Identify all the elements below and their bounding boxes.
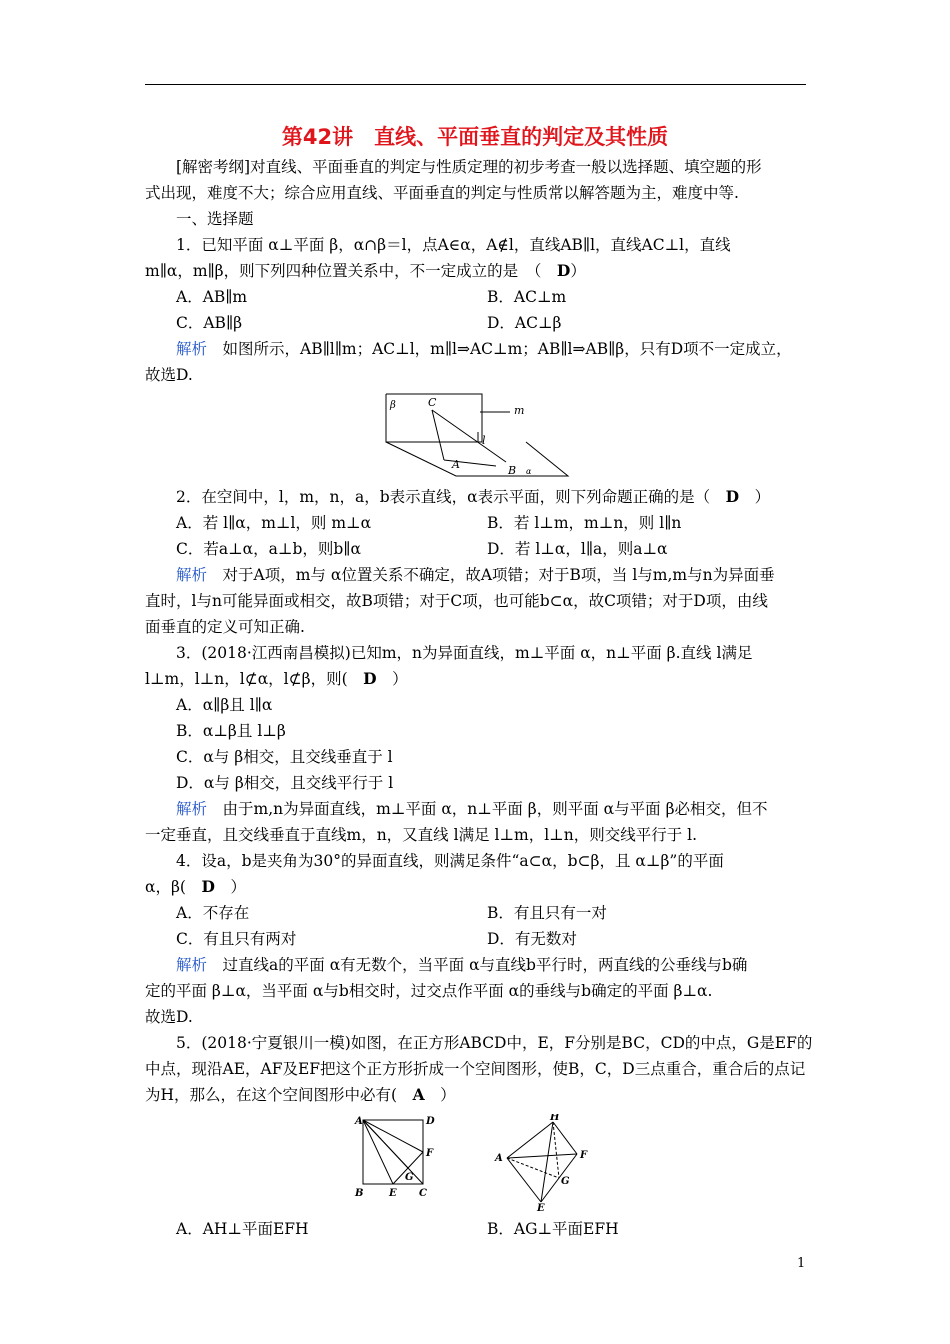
q2-answer: D: [725, 487, 740, 506]
q4-answer: D: [201, 877, 215, 896]
q4-stem-text: α，β(: [145, 878, 202, 896]
q1-analysis-text: 如图所示，AB∥l∥m；AC⊥l，m∥l⇒AC⊥m；AB∥l⇒AB∥β，只有D项不一定成立，: [222, 340, 792, 358]
analysis-label: 解析: [176, 340, 208, 358]
q3-stem: [145, 666, 806, 692]
header-rule: [145, 84, 806, 85]
q2-analysis: 面垂直的定义可知正确.: [145, 618, 305, 636]
intro-line: 式出现，难度不大；综合应用直线、平面垂直的判定与性质常以解答题为主，难度中等.: [145, 184, 739, 202]
fig-label: C: [427, 396, 436, 409]
fig-label: G: [560, 1176, 570, 1187]
fig-label: F: [579, 1150, 587, 1161]
fig-label: l: [481, 434, 486, 447]
q4-analysis: [145, 952, 806, 978]
q5-option-a: A．AH⊥平面EFH: [176, 1220, 309, 1238]
fig-label: C: [418, 1188, 427, 1199]
q3-option-d: D．α与 β相交，且交线平行于 l: [176, 774, 394, 792]
q5-option-b: B．AG⊥平面EFH: [487, 1220, 619, 1238]
q5-stem: [145, 1082, 806, 1108]
q5-stem: 5．(2018·宁夏银川一模)如图，在正方形ABCD中，E，F分别是BC，CD的中点，G是EF的: [176, 1034, 813, 1052]
q2-options-row: [145, 536, 806, 562]
fig-label: E: [388, 1188, 397, 1199]
q2-stem: [145, 484, 806, 510]
q5-square-figure: [353, 1114, 443, 1204]
fig-label: m: [513, 404, 524, 417]
q2-analysis-text: 对于A项，m与 α位置关系不确定，故A项错；对于B项，当 l与m,m与n为异面垂: [222, 566, 775, 584]
q5-stem-text: 为H，那么，在这个空间图形中必有(: [145, 1086, 413, 1104]
intro-line: [解密考纲]对直线、平面垂直的判定与性质定理的初步考查一般以选择题、填空题的形: [176, 158, 762, 176]
document-body: [145, 154, 813, 1242]
q2-option-d: D．若 l⊥α，l∥a，则a⊥α: [487, 540, 668, 558]
q2-option-b: B．若 l⊥m，m⊥n，则 l∥n: [487, 514, 682, 532]
analysis-label: 解析: [176, 956, 208, 974]
q3-analysis-text: 由于m,n为异面直线，m⊥平面 α，n⊥平面 β，则平面 α与平面 β必相交，但不: [222, 800, 768, 818]
fig-label: A: [494, 1153, 503, 1164]
q4-option-a: A．不存在: [176, 904, 250, 922]
q3-analysis: [145, 796, 806, 822]
analysis-label: 解析: [176, 566, 208, 584]
q1-figure: [376, 392, 576, 480]
q1-options-row: [145, 284, 806, 310]
q2-option-a: A．若 l∥α，m⊥l，则 m⊥α: [176, 514, 372, 532]
q3-option-c: C．α与 β相交，且交线垂直于 l: [176, 748, 393, 766]
analysis-label: 解析: [176, 800, 208, 818]
q1-answer: D: [556, 261, 571, 280]
q4-stem: 4．设a，b是夹角为30°的异面直线，则满足条件“a⊂α，b⊂β，且 α⊥β”的平面: [176, 852, 724, 870]
q1-analysis: 故选D.: [145, 366, 193, 384]
page-title: 第42讲 直线、平面垂直的判定及其性质: [281, 125, 669, 149]
fig-label: A: [354, 1116, 363, 1127]
q4-option-d: D．有无数对: [487, 930, 577, 948]
q1-stem: [145, 258, 806, 284]
q3-stem-text: l⊥m，l⊥n，l⊄α，l⊄β，则(: [145, 670, 364, 688]
fig-label: D: [425, 1116, 435, 1127]
fig-label: B: [354, 1188, 363, 1199]
q4-close: ）: [230, 878, 246, 896]
q5-tetrahedron-figure: [489, 1114, 599, 1212]
section-heading: 一、选择题: [176, 210, 254, 228]
q5-answer: A: [412, 1085, 425, 1104]
q2-options-row: [145, 510, 806, 536]
fig-label: A: [451, 458, 460, 471]
q4-options-row: [145, 900, 806, 926]
q4-option-b: B．有且只有一对: [487, 904, 607, 922]
q1-option-a: A．AB∥m: [176, 288, 248, 306]
fig-label: α: [525, 467, 531, 476]
fig-label: E: [536, 1203, 545, 1212]
q4-options-row: [145, 926, 806, 952]
q5-close: ）: [440, 1086, 456, 1104]
q4-analysis-text: 过直线a的平面 α有无数个，当平面 α与直线b平行时，两直线的公垂线与b确: [222, 956, 748, 974]
q1-option-b: B．AC⊥m: [487, 288, 567, 306]
q3-stem: 3．(2018·江西南昌模拟)已知m，n为异面直线，m⊥平面 α，n⊥平面 β.直线 l满足: [176, 644, 753, 662]
fig-label: β: [389, 400, 396, 411]
q1-options-row: [145, 310, 806, 336]
page-number: 1: [797, 1256, 806, 1271]
q1-analysis: [145, 336, 806, 362]
fig-label: G: [404, 1172, 414, 1183]
q4-stem: [145, 874, 806, 900]
q3-option-b: B．α⊥β且 l⊥β: [176, 722, 286, 740]
fig-label: B: [507, 464, 516, 477]
q1-close: ）: [570, 262, 586, 280]
q2-option-c: C．若a⊥α，a⊥b，则b∥α: [176, 540, 361, 558]
q2-stem-text: 2．在空间中，l，m，n，a，b表示直线，α表示平面，则下列命题正确的是（: [176, 488, 726, 506]
q1-option-c: C．AB∥β: [176, 314, 243, 332]
q4-analysis: 定的平面 β⊥α，当平面 α与b相交时，过交点作平面 α的垂线与b确定的平面 β⊥α.: [145, 982, 713, 1000]
q3-close: ）: [392, 670, 408, 688]
q3-answer: D: [363, 669, 377, 688]
q4-option-c: C．有且只有两对: [176, 930, 297, 948]
q1-stem: 1．已知平面 α⊥平面 β，α∩β＝l，点A∈α，A∉l，直线AB∥l，直线AC⊥l，直线: [176, 236, 731, 254]
q3-option-a: A．α∥β且 l∥α: [176, 696, 273, 714]
q5-stem: 中点，现沿AE，AF及EF把这个正方形折成一个空间图形，使B，C，D三点重合，重合后的点记: [145, 1060, 806, 1078]
q4-analysis: 故选D.: [145, 1008, 193, 1026]
q5-options-row: [145, 1216, 806, 1242]
q2-close: ）: [754, 488, 771, 506]
q5-figures: [145, 1114, 806, 1212]
q3-analysis: 一定垂直，且交线垂直于直线m，n，又直线 l满足 l⊥m，l⊥n，则交线平行于 l.: [145, 826, 698, 844]
q1-stem-text: m∥α，m∥β，则下列四种位置关系中，不一定成立的是 （: [145, 262, 557, 280]
fig-label: H: [549, 1114, 559, 1123]
q2-analysis: [145, 562, 806, 588]
fig-label: F: [425, 1148, 433, 1159]
q2-analysis: 直时，l与n可能异面或相交，故B项错；对于C项，也可能b⊂α，故C项错；对于D项，由线: [145, 592, 768, 610]
q1-option-d: D．AC⊥β: [487, 314, 562, 332]
